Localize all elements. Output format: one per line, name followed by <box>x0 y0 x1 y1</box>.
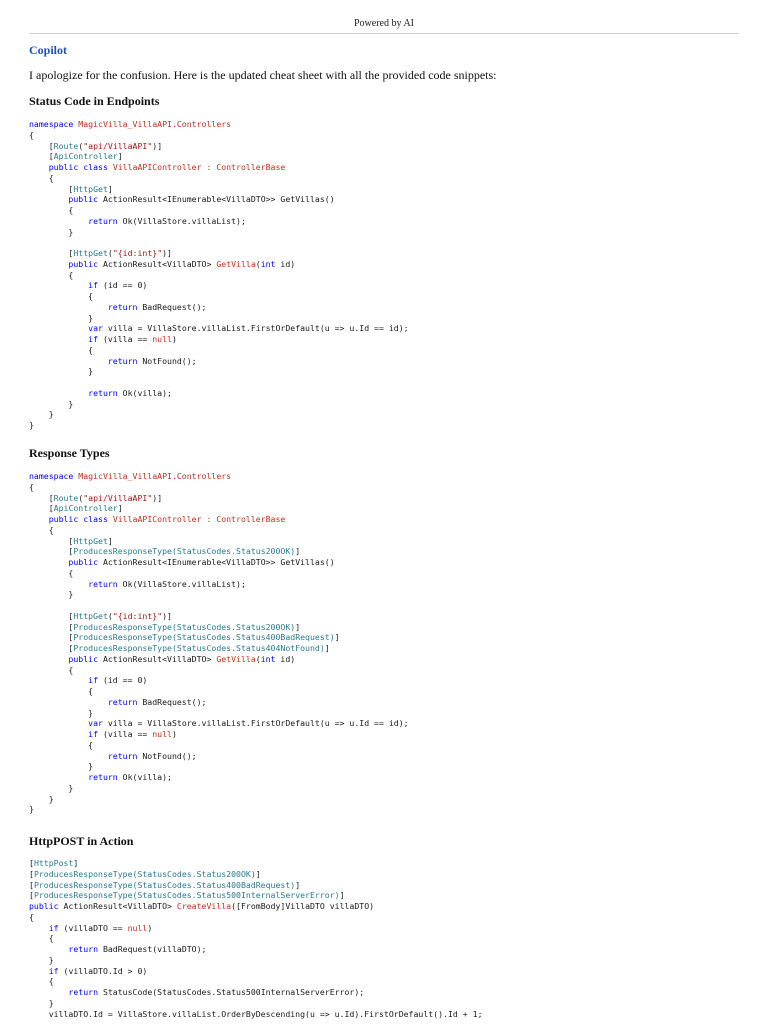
code-line: return Ok(VillaStore.villaList); <box>29 578 246 589</box>
code-line: } <box>29 409 54 420</box>
code-line: [HttpGet] <box>29 535 113 546</box>
code-line: var villa = VillaStore.villaList.FirstOrDefault(u => u.Id == id); <box>29 323 409 334</box>
code-line <box>29 237 409 248</box>
page-header: Powered by AI <box>29 18 739 34</box>
code-line: } <box>29 366 94 377</box>
code-line: [ApiController] <box>29 151 123 162</box>
code-line: { <box>29 567 74 578</box>
code-line: } <box>29 707 94 718</box>
code-line: public ActionResult<IEnumerable<VillaDTO>> GetVillas() <box>29 194 335 205</box>
code-line: [ProducesResponseType(StatusCodes.Status400BadRequest)] <box>29 879 301 890</box>
code-line: { <box>29 976 54 987</box>
code-line: } <box>29 589 74 600</box>
code-line: [ProducesResponseType(StatusCodes.Status200OK)] <box>29 621 301 632</box>
code-line: return BadRequest(); <box>29 696 207 707</box>
code-line: { <box>29 129 34 140</box>
code-line: return StatusCode(StatusCodes.Status500InternalServerError); <box>29 987 365 997</box>
code-line: { <box>29 269 74 280</box>
code-line: [ProducesResponseType(StatusCodes.Status404NotFound)] <box>29 643 330 653</box>
code-line: { <box>29 291 94 301</box>
code-line: } <box>29 761 94 772</box>
code-block-response-types <box>29 471 409 815</box>
code-line: { <box>29 664 74 675</box>
section-heading-status-codes: Status Code in Endpoints <box>29 94 160 108</box>
code-line: public ActionResult<IEnumerable<VillaDTO>> GetVillas() <box>29 557 335 567</box>
code-line: return Ok(VillaStore.villaList); <box>29 215 246 226</box>
code-line: namespace MagicVilla_VillaAPI.Controllers <box>29 471 232 481</box>
code-line: { <box>29 481 34 492</box>
copilot-label: Copilot <box>29 43 68 57</box>
code-line: { <box>29 205 74 215</box>
intro-text: I apologize for the confusion. Here is the updated cheat sheet with all the provided code snippets: <box>29 68 497 82</box>
code-line: } <box>29 226 74 237</box>
code-line: [ProducesResponseType(StatusCodes.Status400BadRequest)] <box>29 632 340 643</box>
code-block-httppost <box>29 858 483 1019</box>
code-line: return NotFound(); <box>29 355 197 366</box>
code-line: if (villa == null) <box>29 334 177 344</box>
code-line: { <box>29 344 94 355</box>
code-line: } <box>29 398 74 409</box>
code-line: return BadRequest(); <box>29 301 207 312</box>
code-line: [ProducesResponseType(StatusCodes.Status200OK)] <box>29 868 261 879</box>
code-line: [HttpGet("{id:int}")] <box>29 248 172 258</box>
code-line: [Route("api/VillaAPI")] <box>29 140 163 151</box>
code-line: { <box>29 739 94 750</box>
code-line: { <box>29 172 54 183</box>
code-line <box>29 377 409 388</box>
code-line: { <box>29 524 54 535</box>
section-heading-response-types: Response Types <box>29 446 110 460</box>
code-line: return BadRequest(villaDTO); <box>29 944 207 954</box>
code-line: return Ok(villa); <box>29 387 172 398</box>
code-line: } <box>29 782 74 793</box>
code-block-status-codes <box>29 119 409 431</box>
code-line: public class VillaAPIController : ControllerBase <box>29 162 286 172</box>
code-line: if (villaDTO == null) <box>29 922 153 933</box>
code-line: } <box>29 804 34 815</box>
code-line: } <box>29 997 54 1008</box>
code-line: namespace MagicVilla_VillaAPI.Controllers <box>29 119 232 129</box>
code-line <box>29 600 409 611</box>
code-line: return Ok(villa); <box>29 772 172 782</box>
code-line: return NotFound(); <box>29 750 197 761</box>
code-line: { <box>29 933 54 944</box>
code-line: if (villa == null) <box>29 729 177 739</box>
code-line: if (id == 0) <box>29 280 148 291</box>
code-line: [ProducesResponseType(StatusCodes.Status500InternalServerError)] <box>29 890 345 901</box>
code-line: [Route("api/VillaAPI")] <box>29 492 163 503</box>
code-line: if (villaDTO.Id > 0) <box>29 965 148 976</box>
code-line: villaDTO.Id = VillaStore.villaList.OrderByDescending(u => u.Id).FirstOrDefault().Id + 1; <box>29 1008 483 1019</box>
code-line: } <box>29 793 54 804</box>
code-line: public ActionResult<VillaDTO> GetVilla(int id) <box>29 653 296 664</box>
code-line: public class VillaAPIController : ControllerBase <box>29 514 286 524</box>
code-line: { <box>29 911 34 922</box>
code-line: public ActionResult<VillaDTO> CreateVilla([FromBody]VillaDTO villaDTO) <box>29 901 375 911</box>
code-line: [HttpGet("{id:int}")] <box>29 610 172 621</box>
code-line: var villa = VillaStore.villaList.FirstOrDefault(u => u.Id == id); <box>29 718 409 729</box>
code-line: [HttpGet] <box>29 183 113 194</box>
code-line: } <box>29 420 34 430</box>
code-line: { <box>29 686 94 696</box>
section-heading-httppost: HttpPOST in Action <box>29 834 134 848</box>
code-line: if (id == 0) <box>29 675 148 686</box>
code-line: [HttpPost] <box>29 858 79 868</box>
code-line: } <box>29 312 94 323</box>
code-line: [ApiController] <box>29 503 123 514</box>
code-line: } <box>29 954 54 965</box>
code-line: public ActionResult<VillaDTO> GetVilla(int id) <box>29 258 296 269</box>
code-line: [ProducesResponseType(StatusCodes.Status200OK)] <box>29 546 301 557</box>
